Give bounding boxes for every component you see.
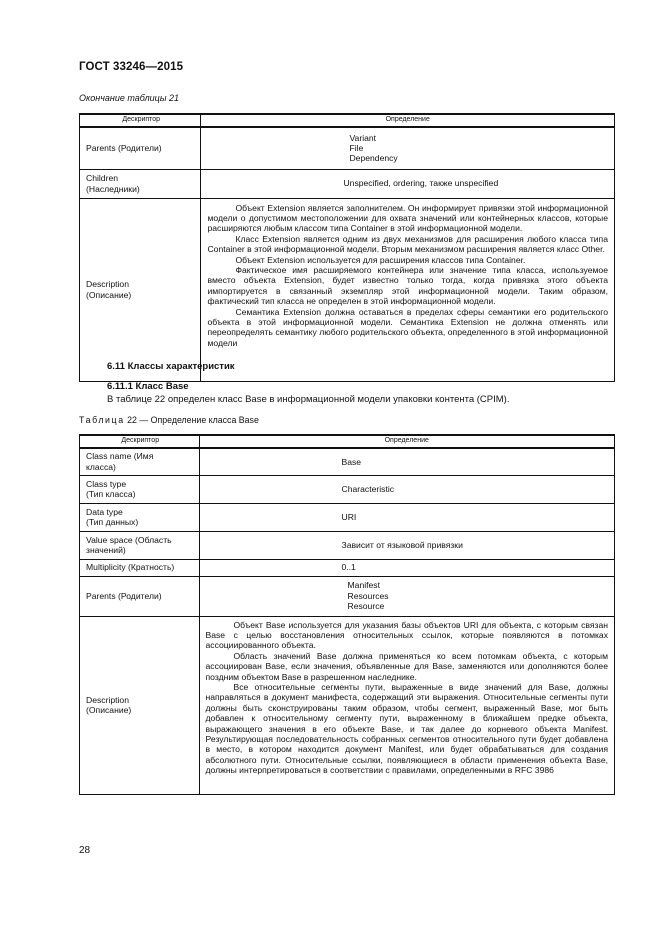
page-number: 28 [79,845,91,856]
table-22-caption [79,415,259,425]
description-label: Description (Описание) [80,198,201,381]
table-22-header-row [80,435,615,448]
table-row-children [80,169,615,198]
description-paragraph: Семантика Extension должна оставаться в пределах сферы семантики его родительского объекта в этой информационной модели. Семантика Extension не должна отменять или переопределять семантику любого родительского объекта, определенного в этой информационной модели [207,306,608,348]
table-21 [79,113,615,382]
parents-values [199,576,615,616]
description-paragraph: Класс Extension является одним из двух механизмов для расширения любого класса типа Container в этой информационной модели. Вторым механизмом расширения является класс Other. [207,233,608,255]
description-paragraph: Объект Extension является заполнителем. Он информирует привязки этой информационной модели о допустимом местоположении для охвата значений или контейнерных классов, которые расширяются любым классом типа Container в этой информационной модели. [207,202,608,234]
data-type-value: URI [199,503,615,531]
table-21-header-row [80,114,615,127]
value-space-label: Value space (Область значений) [80,531,200,559]
parents-value-item: File [349,143,364,154]
section-title: 6.11 Классы характеристик [107,361,235,372]
description-paragraph: Объект Base используется для указания базы объектов URI для объекта, с которым связан Base с целью восстановления относительных ссылок, которые появляются в потомках ассоциированного объекта. [205,619,608,651]
multiplicity-value: 0..1 [199,559,615,576]
data-type-label: Data type (Тип данных) [80,503,200,531]
table-row-class-type [80,475,615,503]
column-header-definition: Определение [201,114,615,127]
class-name-value: Base [199,448,615,475]
children-value: Unspecified, ordering, также unspecified [201,169,615,198]
table-22-caption-text: 22 — Определение класса Base [124,415,259,425]
column-header-definition: Определение [199,435,615,448]
parents-label: Parents (Родители) [80,576,200,616]
parents-values [201,127,615,169]
description-paragraph: Область значений Base должна применяться ко всем потомкам объекта, с которым ассоциирован Base, если значения, объявленные для Base, заменяются или дополняются более поздним объектом Base в разрешенном наследнике. [205,650,608,682]
table-row-parents [80,576,615,616]
parents-label: Parents (Родители) [80,127,201,169]
table-row-description [80,616,615,794]
table-22-caption-word: Таблица [79,415,125,425]
document-header: ГОСТ 33246—2015 [79,61,184,73]
parents-value-item: Manifest [347,580,380,591]
table-row-parents [80,127,615,169]
description-paragraph: Все относительные сегменты пути, выраженные в виде значений для Base, должны направляться в документ манифеста, содержащий эти выражения. Относительные сегменты пути должны быть сконструированы таким образом, чтобы сегмент, выраженный Base, мог быть добавлен к относительному сегменту пути, выраженному в ближайшем предке объекта, выражающего значения в его объекте Base, и так далее до корневого объекта Manifest. Результирующая последовательность собранных сегментов относительного пути будет добавлена в место, в котором находится документ Manifest, или будет обрабатываться для создания абсолютного пути. Относительные ссылки, появляющиеся в области применения объекта Base, должны интерпретироваться в соответствии с правилами, определенными в RFC 3986 [205,681,608,776]
description-text [201,198,615,381]
class-type-label: Class type (Тип класса) [80,475,200,503]
multiplicity-label: Multiplicity (Кратность) [80,559,200,576]
description-label: Description (Описание) [80,616,200,794]
parents-value-item: Resource [347,601,385,612]
parents-value-item: Dependency [349,153,398,164]
description-paragraph: Объект Extension используется для расширения классов типа Container. [235,254,526,265]
class-type-value: Characteristic [199,475,615,503]
table-22 [79,434,615,795]
column-header-descriptor: Дескриптор [80,435,200,448]
table-row-class-name [80,448,615,475]
parents-value-item: Variant [349,132,377,143]
parents-value-item: Resources [347,590,389,601]
subsection-title: 6.11.1 Класс Base [107,381,189,392]
table-row-multiplicity [80,559,615,576]
table-21-continuation-caption: Окончание таблицы 21 [79,93,179,103]
description-paragraph: Фактическое имя расширяемого контейнера или значение типа класса, используемое вместо объекта Extension, будет известно только тогда, когда привязка этого объекта импортируется в связанный экземпляр этой информационной модели. Таким образом, фактический тип класса не определен в этой информационной модели. [207,264,608,307]
section-intro: В таблице 22 определен класс Base в информационной модели упаковки контента (CPIM). [107,394,510,405]
table-row-value-space [80,531,615,559]
class-name-label: Class name (Имя класса) [80,448,200,475]
column-header-descriptor: Дескриптор [80,114,201,127]
children-label: Children (Наследники) [80,169,201,198]
table-row-data-type [80,503,615,531]
table-row-description [80,198,615,381]
value-space-value: Зависит от языковой привязки [199,531,615,559]
description-text [199,616,615,794]
